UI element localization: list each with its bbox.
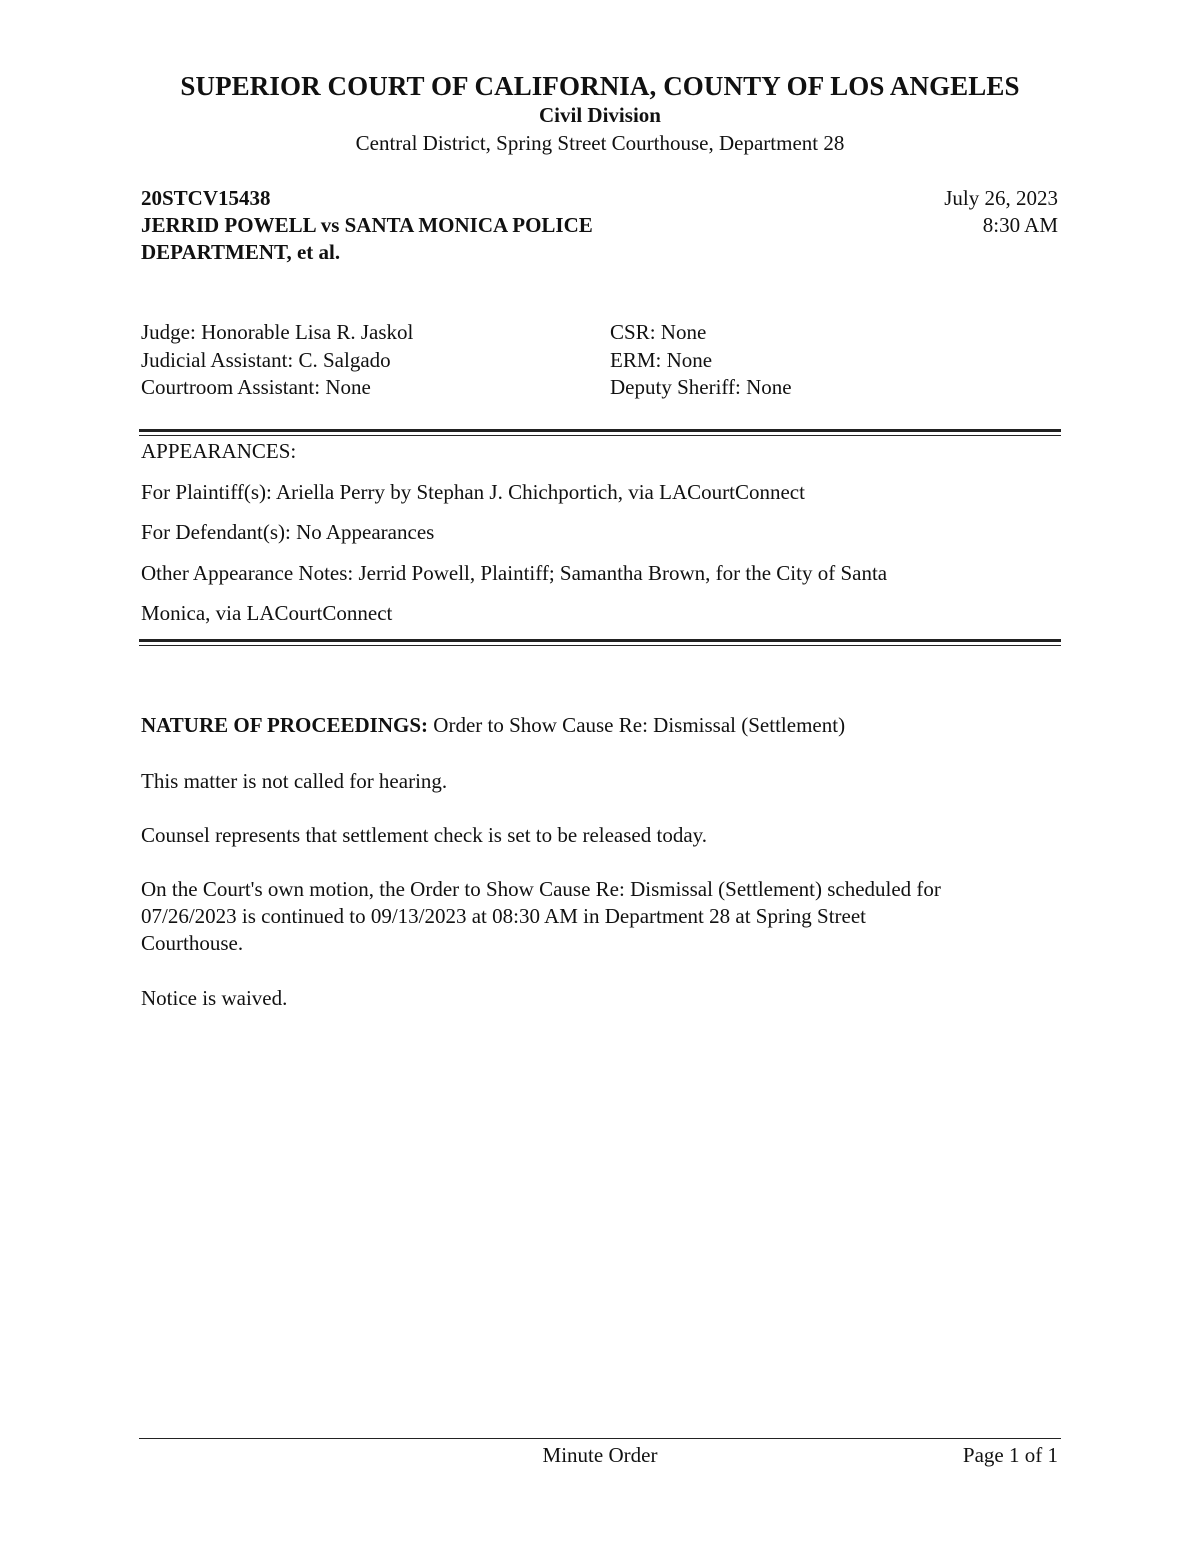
case-number: 20STCV15438 <box>141 186 271 210</box>
judge: Judge: Honorable Lisa R. Jaskol <box>141 320 414 344</box>
continuance-line-3: Courthouse. <box>141 931 244 955</box>
defendant-appearance: For Defendant(s): No Appearances <box>141 520 435 544</box>
continuance-line-1: On the Court's own motion, the Order to Show Cause Re: Dismissal (Settlement) scheduled for <box>141 877 941 901</box>
staff-left-column <box>141 319 413 402</box>
hearing-datetime <box>944 185 1058 239</box>
nature-of-proceedings <box>141 713 845 738</box>
plaintiff-appearance: For Plaintiff(s): Ariella Perry by Stephan J. Chichportich, via LACourtConnect <box>141 479 805 504</box>
paragraph-settlement-check: Counsel represents that settlement check is set to be released today. <box>141 823 708 847</box>
division-label: Civil Division <box>539 103 661 127</box>
district-label: Central District, Spring Street Courthouse, Department 28 <box>355 131 845 155</box>
footer-title: Minute Order <box>542 1443 658 1467</box>
appearances-bottom-divider <box>139 639 1061 646</box>
appearances-section <box>141 431 1041 634</box>
judicial-assistant: Judicial Assistant: C. Salgado <box>141 347 391 372</box>
court-title: SUPERIOR COURT OF CALIFORNIA, COUNTY OF LOS ANGELES <box>180 71 1020 101</box>
deputy-sheriff: Deputy Sheriff: None <box>610 375 792 399</box>
continuance-line-2: 07/26/2023 is continued to 09/13/2023 at 08:30 AM in Department 28 at Spring Street <box>141 904 867 928</box>
proceedings-label: NATURE OF PROCEEDINGS: <box>141 713 429 737</box>
hearing-date: July 26, 2023 <box>944 186 1058 210</box>
paragraph-not-called: This matter is not called for hearing. <box>141 769 448 793</box>
case-title-line-1: JERRID POWELL vs SANTA MONICA POLICE <box>141 213 593 237</box>
other-appearance-line-1: Other Appearance Notes: Jerrid Powell, Plaintiff; Samantha Brown, for the City of Santa <box>141 560 888 585</box>
staff-right-column <box>610 319 792 402</box>
paragraph-continuance <box>141 876 1051 957</box>
hearing-time: 8:30 AM <box>982 213 1058 237</box>
appearances-heading: APPEARANCES: <box>141 439 297 463</box>
page-number: Page 1 of 1 <box>962 1443 1058 1467</box>
csr: CSR: None <box>610 320 707 344</box>
case-title-line-2: DEPARTMENT, et al. <box>141 240 341 264</box>
erm: ERM: None <box>610 347 713 372</box>
paragraph-notice-waived: Notice is waived. <box>141 986 288 1010</box>
other-appearance-line-2: Monica, via LACourtConnect <box>141 601 393 625</box>
courtroom-assistant: Courtroom Assistant: None <box>141 375 371 399</box>
footer-divider <box>139 1438 1061 1439</box>
case-info <box>141 185 701 266</box>
proceedings-value: Order to Show Cause Re: Dismissal (Settlement) <box>428 713 846 737</box>
